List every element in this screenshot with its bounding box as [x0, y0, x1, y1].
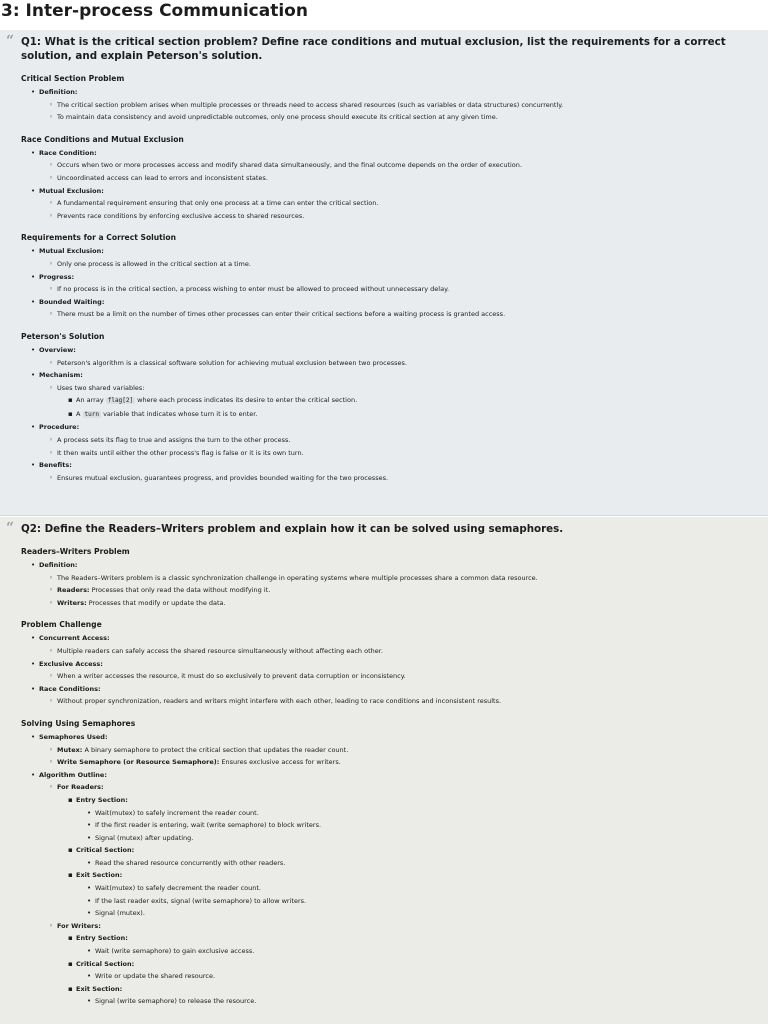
- quote-icon: “: [6, 33, 15, 49]
- item-label: For Readers:: [57, 783, 104, 792]
- list-item: • Read the shared resource concurrently with other readers.: [87, 857, 756, 870]
- sub-list: [49, 283, 756, 296]
- item-text: An array: [76, 396, 104, 405]
- sub-list: [49, 645, 756, 658]
- bullet-list: [31, 86, 756, 124]
- sub-list: [87, 882, 756, 920]
- list-item: [68, 394, 756, 408]
- item-label: Race Condition:: [39, 148, 97, 157]
- item-label: For Writers:: [57, 921, 101, 930]
- quote-icon: “: [6, 520, 15, 536]
- list-item: [31, 683, 756, 708]
- list-item: • Wait(mutex) to safely decrement the reader count.: [87, 882, 756, 895]
- list-item: [68, 958, 756, 983]
- list-item: [49, 597, 756, 610]
- list-item: • Wait(mutex) to safely increment the reader count.: [87, 807, 756, 820]
- item-label: Entry Section:: [76, 795, 128, 804]
- sub-list: [49, 695, 756, 708]
- item-text: Processes that modify or update the data.: [88, 598, 226, 607]
- sub-list: [49, 434, 756, 459]
- list-item: [31, 731, 756, 769]
- list-item: [31, 421, 756, 459]
- list-item: [31, 632, 756, 657]
- item-label: Algorithm Outline:: [39, 770, 107, 779]
- item-label: Definition:: [39, 88, 78, 96]
- list-item: [49, 382, 756, 422]
- item-label: Entry Section:: [76, 934, 128, 943]
- list-item: [49, 756, 756, 769]
- list-item: [31, 658, 756, 683]
- sub-list: [87, 995, 756, 1008]
- list-item: ◦ The critical section problem arises when multiple processes or threads need to access shared resources (such as variables or data structures) concurrently.: [49, 99, 756, 112]
- list-item: ◦ It then waits until either the other process's flag is false or it is its own turn.: [49, 447, 756, 460]
- list-item: [68, 794, 756, 844]
- list-item: [31, 369, 756, 421]
- bullet-list: [31, 632, 756, 708]
- item-label: Exit Section:: [76, 984, 123, 993]
- list-item: ◦ There must be a limit on the number of times other processes can enter their critical sections before a waiting process is granted access.: [49, 308, 756, 321]
- item-label: Procedure:: [39, 423, 80, 432]
- item-label: Progress:: [39, 272, 75, 281]
- list-item: [31, 769, 756, 1008]
- bullet-list: [31, 147, 756, 223]
- list-item: ◦ Ensures mutual exclusion, guarantees progress, and provides bounded waiting for the two processes.: [49, 472, 756, 485]
- list-item: ◦ Uncoordinated access can lead to errors and inconsistent states.: [49, 172, 756, 185]
- question-header: [6, 522, 756, 536]
- section-title: Peterson's Solution: [21, 331, 105, 341]
- bullet-list: [31, 731, 756, 1008]
- list-item: • Wait (write semaphore) to gain exclusive access.: [87, 945, 756, 958]
- list-item: [31, 245, 756, 270]
- sub-list: [87, 857, 756, 870]
- list-item: ◦ Multiple readers can safely access the shared resource simultaneously without affecting each other.: [49, 645, 756, 658]
- list-item: ◦ When a writer accesses the resource, it must do so exclusively to prevent data corruption or inconsistency.: [49, 670, 756, 683]
- question-block-q2: [0, 517, 768, 1024]
- list-item: [68, 869, 756, 919]
- question-block-q1: [0, 30, 768, 516]
- item-label: Definition:: [39, 561, 78, 569]
- list-item: • Signal (mutex).: [87, 907, 756, 920]
- list-item: ◦ Peterson's algorithm is a classical software solution for achieving mutual exclusion between two processes.: [49, 357, 756, 370]
- sub-list: [68, 394, 756, 421]
- list-item: [31, 271, 756, 296]
- sub-list: [49, 258, 756, 271]
- item-label: Bounded Waiting:: [39, 297, 105, 306]
- list-item: [31, 147, 756, 185]
- question-text: Q1: What is the critical section problem? Define race conditions and mutual exclusion, list the requirements for a correct solution, and explain Peterson's solution.: [21, 36, 726, 62]
- sub-list: [49, 382, 756, 422]
- question-header: [6, 35, 756, 63]
- list-item: [31, 344, 756, 369]
- list-item: ◦ The Readers–Writers problem is a classic synchronization challenge in operating systems where multiple processes share a common data resource.: [49, 572, 756, 585]
- item-label: Benefits:: [39, 461, 72, 470]
- item-label: Semaphores Used:: [39, 732, 108, 741]
- sub-list: [87, 970, 756, 983]
- item-label: Concurrent Access:: [39, 634, 110, 643]
- list-item: [31, 296, 756, 321]
- list-item: ◦ If no process is in the critical section, a process wishing to enter must be allowed to proceed without unnecessary delay.: [49, 283, 756, 296]
- sub-list: [49, 159, 756, 184]
- list-item: [31, 559, 756, 609]
- item-text: where each process indicates its desire to enter the critical section.: [137, 396, 358, 405]
- sub-list: [49, 308, 756, 321]
- list-item: • If the first reader is entering, wait (write semaphore) to block writers.: [87, 819, 756, 832]
- item-text: variable that indicates whose turn it is to enter.: [103, 409, 258, 418]
- item-label: Writers:: [57, 598, 87, 607]
- sub-list: [49, 572, 756, 610]
- item-text: A binary semaphore to protect the critical section that updates the reader count.: [84, 745, 349, 754]
- item-label: Readers:: [57, 586, 90, 595]
- item-label: Overview:: [39, 345, 76, 354]
- sub-list: [49, 197, 756, 222]
- sub-list: [49, 781, 756, 1008]
- list-item: • Write or update the shared resource.: [87, 970, 756, 983]
- item-label: Write Semaphore (or Resource Semaphore):: [57, 758, 220, 767]
- list-item: • If the last reader exits, signal (write semaphore) to allow writers.: [87, 895, 756, 908]
- item-text: Ensures exclusive access for writers.: [221, 758, 341, 767]
- item-label: Mutex:: [57, 745, 83, 754]
- list-item: [68, 408, 756, 422]
- section-title: Readers–Writers Problem: [21, 547, 130, 556]
- list-item: ◦ Only one process is allowed in the critical section at a time.: [49, 258, 756, 271]
- item-label: Mechanism:: [39, 371, 83, 380]
- item-label: Exclusive Access:: [39, 659, 103, 668]
- item-text: Uses two shared variables:: [57, 383, 145, 392]
- list-item: [68, 983, 756, 1008]
- list-item: [49, 584, 756, 597]
- item-label: Exit Section:: [76, 871, 123, 880]
- sub-list: [68, 794, 756, 920]
- list-item: • Signal (mutex) after updating.: [87, 832, 756, 845]
- sub-list: [49, 357, 756, 370]
- list-item: [68, 932, 756, 957]
- inline-code: turn: [84, 410, 99, 418]
- sub-list: [87, 945, 756, 958]
- question-text: Q2: Define the Readers–Writers problem and explain how it can be solved using semaphores.: [21, 523, 564, 535]
- section-title: Race Conditions and Mutual Exclusion: [21, 134, 184, 144]
- list-item: [31, 459, 756, 484]
- sub-list: [49, 744, 756, 769]
- list-item: ◦ Occurs when two or more processes access and modify shared data simultaneously, and the final outcome depends on the order of execution.: [49, 159, 756, 172]
- section-title: Problem Challenge: [21, 620, 102, 630]
- section-title: Solving Using Semaphores: [21, 718, 136, 728]
- list-item: ◦ Prevents race conditions by enforcing exclusive access to shared resources.: [49, 210, 756, 223]
- section-title: Requirements for a Correct Solution: [21, 233, 177, 243]
- bullet-list: [31, 245, 756, 321]
- list-item: ◦ A process sets its flag to true and assigns the turn to the other process.: [49, 434, 756, 447]
- item-label: Mutual Exclusion:: [39, 247, 104, 256]
- item-label: Race Conditions:: [39, 684, 101, 693]
- bullet-list: [31, 559, 756, 609]
- list-item: [31, 86, 756, 124]
- inline-code: flag[2]: [107, 397, 134, 405]
- list-item: [31, 185, 756, 223]
- list-item: ◦ To maintain data consistency and avoid unpredictable outcomes, only one process should execute its critical section at any given time.: [49, 111, 756, 124]
- bullet-list: [31, 344, 756, 485]
- sub-list: [49, 472, 756, 485]
- list-item: ◦ Without proper synchronization, readers and writers might interfere with each other, leading to race conditions and inconsistent results.: [49, 695, 756, 708]
- list-item: [49, 781, 756, 920]
- list-item: [49, 744, 756, 757]
- sub-list: [87, 807, 756, 845]
- section-title: Critical Section Problem: [21, 74, 125, 83]
- sub-list: [68, 932, 756, 1008]
- item-label: Mutual Exclusion:: [39, 186, 104, 195]
- item-label: Critical Section:: [76, 846, 135, 855]
- list-item: • Signal (write semaphore) to release the resource.: [87, 995, 756, 1008]
- sub-list: [49, 99, 756, 124]
- item-text: A: [76, 409, 81, 418]
- item-text: Processes that only read the data without modifying it.: [91, 586, 271, 595]
- list-item: [49, 920, 756, 1008]
- page-title: 3: Inter-process Communication: [1, 1, 308, 21]
- list-item: [68, 844, 756, 869]
- list-item: ◦ A fundamental requirement ensuring that only one process at a time can enter the critical section.: [49, 197, 756, 210]
- item-label: Critical Section:: [76, 959, 135, 968]
- sub-list: [49, 670, 756, 683]
